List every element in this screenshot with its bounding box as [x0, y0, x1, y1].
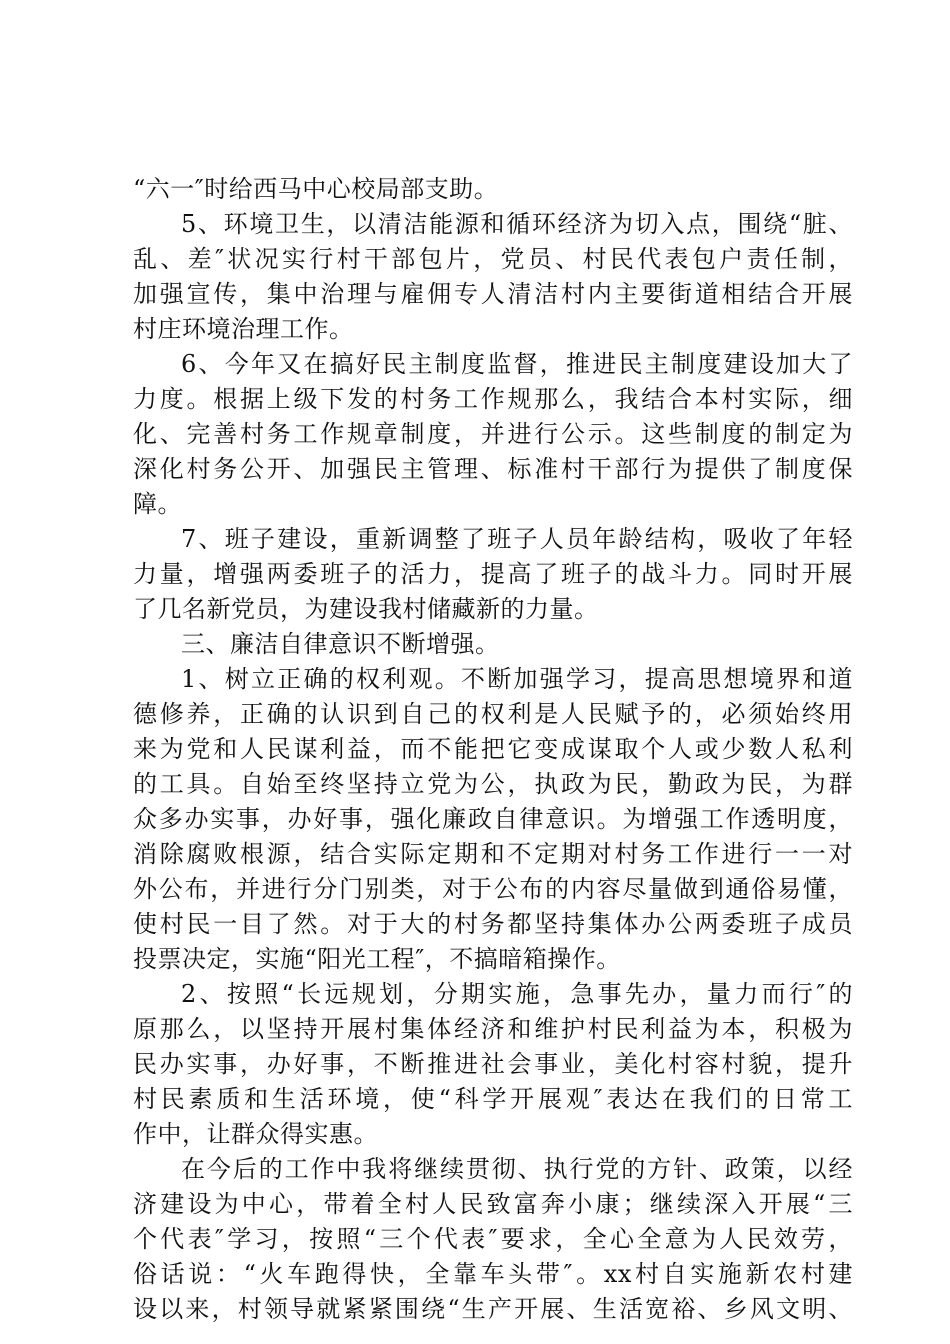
- text-line: “六一″时给西马中心校局部支助。: [133, 175, 499, 203]
- text-line: 原那么，以坚持开展村集体经济和维护村民利益为本，积极为: [133, 1015, 853, 1043]
- text-line: 加强宣传，集中治理与雇佣专人清洁村内主要街道相结合开展: [133, 280, 853, 308]
- text-line: 民办实事，办好事，不断推进社会事业，美化村容村貌，提升: [133, 1050, 853, 1078]
- text-line: 来为党和人民谋利益，而不能把它变成谋取个人或少数人私利: [133, 735, 853, 763]
- text-line: 个代表″学习，按照“三个代表″要求，全心全意为人民效劳，: [133, 1225, 853, 1253]
- text-line: 深化村务公开、加强民主管理、标准村干部行为提供了制度保: [133, 455, 853, 483]
- text-line: 俗话说：“火车跑得快，全靠车头带″。xx村自实施新农村建: [133, 1260, 853, 1288]
- text-line: 村民素质和生活环境，使“科学开展观″表达在我们的日常工: [133, 1085, 853, 1113]
- text-line: 5、环境卫生，以清洁能源和循环经济为切入点，围绕“脏、: [181, 210, 853, 238]
- text-line: 7、班子建设，重新调整了班子人员年龄结构，吸收了年轻: [181, 525, 853, 553]
- text-line: 在今后的工作中我将继续贯彻、执行党的方针、政策，以经: [181, 1155, 853, 1183]
- text-line: 6、今年又在搞好民主制度监督，推进民主制度建设加大了: [181, 350, 853, 378]
- text-line: 三、廉洁自律意识不断增强。: [181, 630, 500, 658]
- text-line: 外公布，并进行分门别类，对于公布的内容尽量做到通俗易懂，: [133, 875, 853, 903]
- text-line: 德修养，正确的认识到自己的权利是人民赋予的，必须始终用: [133, 700, 853, 728]
- text-line: 力度。根据上级下发的村务工作规那么，我结合本村实际，细: [133, 385, 853, 413]
- text-line: 1、树立正确的权利观。不断加强学习，提高思想境界和道: [181, 665, 853, 693]
- text-line: 2、按照“长远规划，分期实施，急事先办，量力而行″的: [181, 980, 853, 1008]
- text-line: 村庄环境治理工作。: [133, 315, 354, 343]
- text-line: 设以来，村领导就紧紧围绕“生产开展、生活宽裕、乡风文明、: [133, 1295, 853, 1323]
- text-line: 投票决定，实施“阳光工程″，不搞暗箱操作。: [133, 945, 621, 973]
- text-line: 了几名新党员，为建设我村储藏新的力量。: [133, 595, 599, 623]
- text-line: 乱、差″状况实行村干部包片，党员、村民代表包户责任制，: [133, 245, 853, 273]
- text-line: 使村民一目了然。对于大的村务都坚持集体办公两委班子成员: [133, 910, 853, 938]
- text-line: 化、完善村务工作规章制度，并进行公示。这些制度的制定为: [133, 420, 853, 448]
- document-body: [133, 172, 853, 1327]
- text-line: 障。: [133, 490, 182, 518]
- text-line: 的工具。自始至终坚持立党为公，执政为民，勤政为民，为群: [133, 770, 853, 798]
- text-line: 众多办实事，办好事，强化廉政自律意识。为增强工作透明度，: [133, 805, 853, 833]
- text-line: 消除腐败根源，结合实际定期和不定期对村务工作进行一一对: [133, 840, 853, 868]
- text-line: 力量，增强两委班子的活力，提高了班子的战斗力。同时开展: [133, 560, 853, 588]
- text-line: 作中，让群众得实惠。: [133, 1120, 378, 1148]
- text-line: 济建设为中心，带着全村人民致富奔小康；继续深入开展“三: [133, 1190, 853, 1218]
